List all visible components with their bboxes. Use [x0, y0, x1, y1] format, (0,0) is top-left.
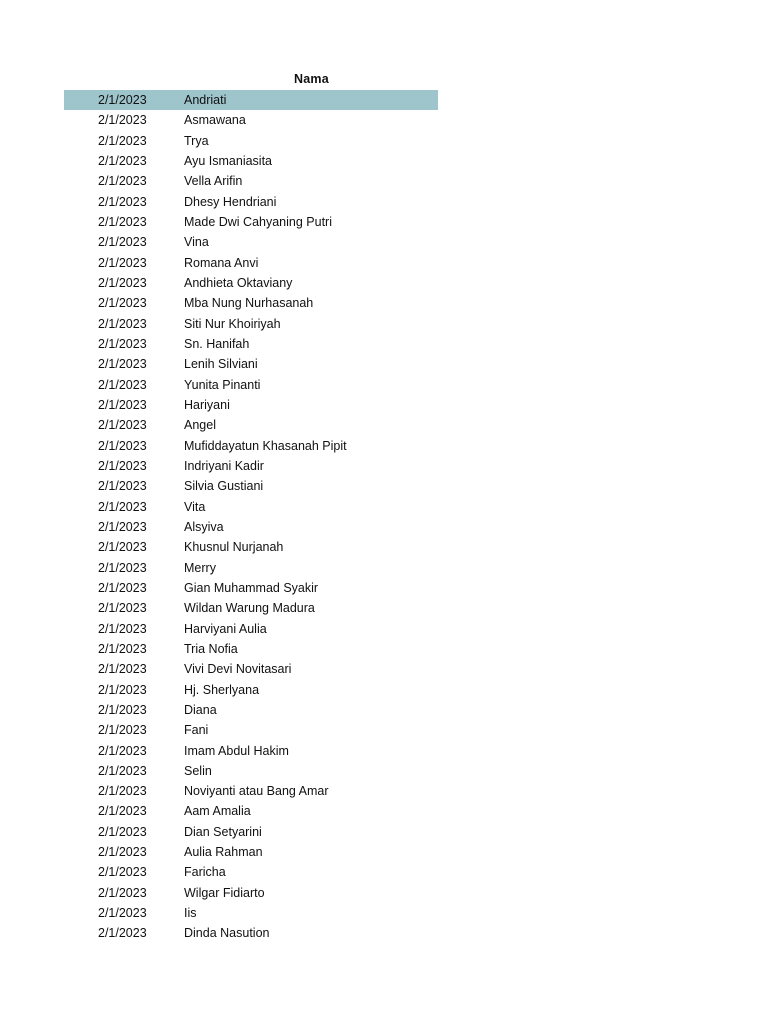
name-cell[interactable]: Andriati: [184, 93, 227, 107]
date-cell[interactable]: 2/1/2023: [98, 93, 147, 107]
table-row[interactable]: [64, 741, 438, 761]
date-cell[interactable]: 2/1/2023: [98, 275, 147, 290]
spreadsheet-table: [64, 70, 438, 944]
name-cell[interactable]: Silvia Gustiani: [184, 479, 264, 494]
name-cell[interactable]: Lenih Silviani: [184, 357, 258, 372]
date-cell[interactable]: 2/1/2023: [98, 885, 147, 900]
date-cell[interactable]: 2/1/2023: [98, 926, 147, 941]
name-cell[interactable]: Imam Abdul Hakim: [184, 743, 289, 758]
table-row[interactable]: [64, 436, 438, 456]
date-cell[interactable]: 2/1/2023: [98, 763, 147, 778]
name-cell[interactable]: Harviyani Aulia: [184, 621, 267, 636]
table-row[interactable]: [64, 801, 438, 821]
name-cell[interactable]: Hariyani: [184, 397, 230, 412]
table-row[interactable]: [64, 415, 438, 435]
date-cell[interactable]: 2/1/2023: [98, 194, 147, 209]
table-row[interactable]: [64, 354, 438, 374]
name-cell[interactable]: Noviyanti atau Bang Amar: [184, 784, 329, 799]
date-cell[interactable]: 2/1/2023: [98, 418, 147, 433]
date-cell[interactable]: 2/1/2023: [98, 153, 147, 168]
date-cell[interactable]: 2/1/2023: [98, 702, 147, 717]
date-cell[interactable]: 2/1/2023: [98, 336, 147, 351]
table-body: [64, 90, 438, 944]
table-row[interactable]: [64, 476, 438, 496]
name-cell[interactable]: Angel: [184, 418, 216, 433]
table-header-row: [64, 70, 438, 90]
table-row[interactable]: [64, 497, 438, 517]
table-row[interactable]: [64, 131, 438, 151]
table-row[interactable]: [64, 273, 438, 293]
date-cell[interactable]: 2/1/2023: [98, 540, 147, 555]
date-cell[interactable]: 2/1/2023: [98, 357, 147, 372]
table-row[interactable]: [64, 822, 438, 842]
table-row[interactable]: [64, 537, 438, 557]
name-cell[interactable]: Aulia Rahman: [184, 845, 263, 860]
date-cell[interactable]: 2/1/2023: [98, 458, 147, 473]
date-cell[interactable]: 2/1/2023: [98, 641, 147, 656]
table-row[interactable]: [64, 192, 438, 212]
table-row[interactable]: [64, 517, 438, 537]
date-cell[interactable]: 2/1/2023: [98, 601, 147, 616]
table-row[interactable]: [64, 619, 438, 639]
date-cell[interactable]: 2/1/2023: [98, 906, 147, 921]
name-cell[interactable]: Diana: [184, 702, 217, 717]
name-cell[interactable]: Aam Amalia: [184, 804, 251, 819]
date-cell[interactable]: 2/1/2023: [98, 397, 147, 412]
table-row[interactable]: [64, 293, 438, 313]
date-cell[interactable]: 2/1/2023: [98, 377, 147, 392]
name-cell[interactable]: Sn. Hanifah: [184, 336, 250, 351]
table-row[interactable]: [64, 883, 438, 903]
date-cell[interactable]: 2/1/2023: [98, 743, 147, 758]
name-cell[interactable]: Vita: [184, 499, 206, 514]
date-cell[interactable]: 2/1/2023: [98, 865, 147, 880]
table-row[interactable]: [64, 558, 438, 578]
name-cell[interactable]: Faricha: [184, 865, 226, 880]
date-cell[interactable]: 2/1/2023: [98, 560, 147, 575]
date-cell[interactable]: 2/1/2023: [98, 438, 147, 453]
date-cell[interactable]: 2/1/2023: [98, 296, 147, 311]
name-cell[interactable]: Khusnul Nurjanah: [184, 540, 284, 555]
table-row[interactable]: [64, 110, 438, 130]
table-row[interactable]: [64, 862, 438, 882]
date-cell[interactable]: 2/1/2023: [98, 479, 147, 494]
table-row[interactable]: [64, 171, 438, 191]
name-cell[interactable]: Tria Nofia: [184, 641, 238, 656]
name-cell[interactable]: Mufiddayatun Khasanah Pipit: [184, 438, 347, 453]
name-cell[interactable]: Vivi Devi Novitasari: [184, 662, 292, 677]
table-row[interactable]: [64, 232, 438, 252]
table-row[interactable]: [64, 781, 438, 801]
table-row[interactable]: [64, 761, 438, 781]
table-row[interactable]: [64, 314, 438, 334]
date-cell[interactable]: 2/1/2023: [98, 804, 147, 819]
table-row[interactable]: [64, 598, 438, 618]
date-cell[interactable]: 2/1/2023: [98, 255, 147, 270]
date-cell[interactable]: 2/1/2023: [98, 723, 147, 738]
date-cell[interactable]: 2/1/2023: [98, 519, 147, 534]
table-row[interactable]: [64, 395, 438, 415]
table-row[interactable]: [64, 578, 438, 598]
name-cell[interactable]: Wildan Warung Madura: [184, 601, 315, 616]
table-row[interactable]: [64, 700, 438, 720]
table-row[interactable]: [64, 456, 438, 476]
table-row[interactable]: [64, 923, 438, 943]
name-cell[interactable]: Mba Nung Nurhasanah: [184, 296, 314, 311]
table-row[interactable]: [64, 375, 438, 395]
name-cell[interactable]: Iis: [184, 906, 197, 921]
table-row[interactable]: [64, 842, 438, 862]
name-cell[interactable]: Dian Setyarini: [184, 824, 262, 839]
date-cell[interactable]: 2/1/2023: [98, 133, 147, 148]
date-cell[interactable]: 2/1/2023: [98, 214, 147, 229]
date-cell[interactable]: 2/1/2023: [98, 316, 147, 331]
date-cell[interactable]: 2/1/2023: [98, 580, 147, 595]
name-cell[interactable]: Indriyani Kadir: [184, 458, 264, 473]
name-cell[interactable]: Trya: [184, 133, 209, 148]
date-cell[interactable]: 2/1/2023: [98, 845, 147, 860]
table-row[interactable]: [64, 334, 438, 354]
name-cell[interactable]: Wilgar Fidiarto: [184, 885, 265, 900]
name-cell[interactable]: Siti Nur Khoiriyah: [184, 316, 281, 331]
name-cell[interactable]: Dinda Nasution: [184, 926, 270, 941]
table-row[interactable]: [64, 639, 438, 659]
name-cell[interactable]: Fani: [184, 723, 209, 738]
table-row[interactable]: [64, 151, 438, 171]
name-cell[interactable]: Merry: [184, 560, 216, 575]
date-cell[interactable]: 2/1/2023: [98, 662, 147, 677]
date-cell[interactable]: 2/1/2023: [98, 824, 147, 839]
column-header-nama: Nama: [294, 72, 329, 86]
table-row[interactable]: [64, 253, 438, 273]
date-cell[interactable]: 2/1/2023: [98, 499, 147, 514]
date-cell[interactable]: 2/1/2023: [98, 174, 147, 189]
table-row[interactable]: [64, 212, 438, 232]
name-cell[interactable]: Ayu Ismaniasita: [184, 153, 273, 168]
date-cell[interactable]: 2/1/2023: [98, 682, 147, 697]
date-cell[interactable]: 2/1/2023: [98, 621, 147, 636]
name-cell[interactable]: Dhesy Hendriani: [184, 194, 277, 209]
table-row[interactable]: [64, 903, 438, 923]
name-cell[interactable]: Yunita Pinanti: [184, 377, 261, 392]
name-cell[interactable]: Made Dwi Cahyaning Putri: [184, 214, 332, 229]
date-cell[interactable]: 2/1/2023: [98, 113, 147, 128]
table-row[interactable]: [64, 680, 438, 700]
name-cell[interactable]: Asmawana: [184, 113, 246, 128]
name-cell[interactable]: Gian Muhammad Syakir: [184, 580, 319, 595]
date-cell[interactable]: 2/1/2023: [98, 235, 147, 250]
date-cell[interactable]: 2/1/2023: [98, 784, 147, 799]
table-row[interactable]: [64, 659, 438, 679]
table-row[interactable]: [64, 720, 438, 740]
table-row-selected[interactable]: [64, 90, 438, 110]
name-cell[interactable]: Vina: [184, 235, 209, 250]
name-cell[interactable]: Romana Anvi: [184, 255, 259, 270]
name-cell[interactable]: Andhieta Oktaviany: [184, 275, 293, 290]
name-cell[interactable]: Hj. Sherlyana: [184, 682, 260, 697]
name-cell[interactable]: Alsyiva: [184, 519, 224, 534]
name-cell[interactable]: Selin: [184, 763, 212, 778]
name-cell[interactable]: Vella Arifin: [184, 174, 243, 189]
